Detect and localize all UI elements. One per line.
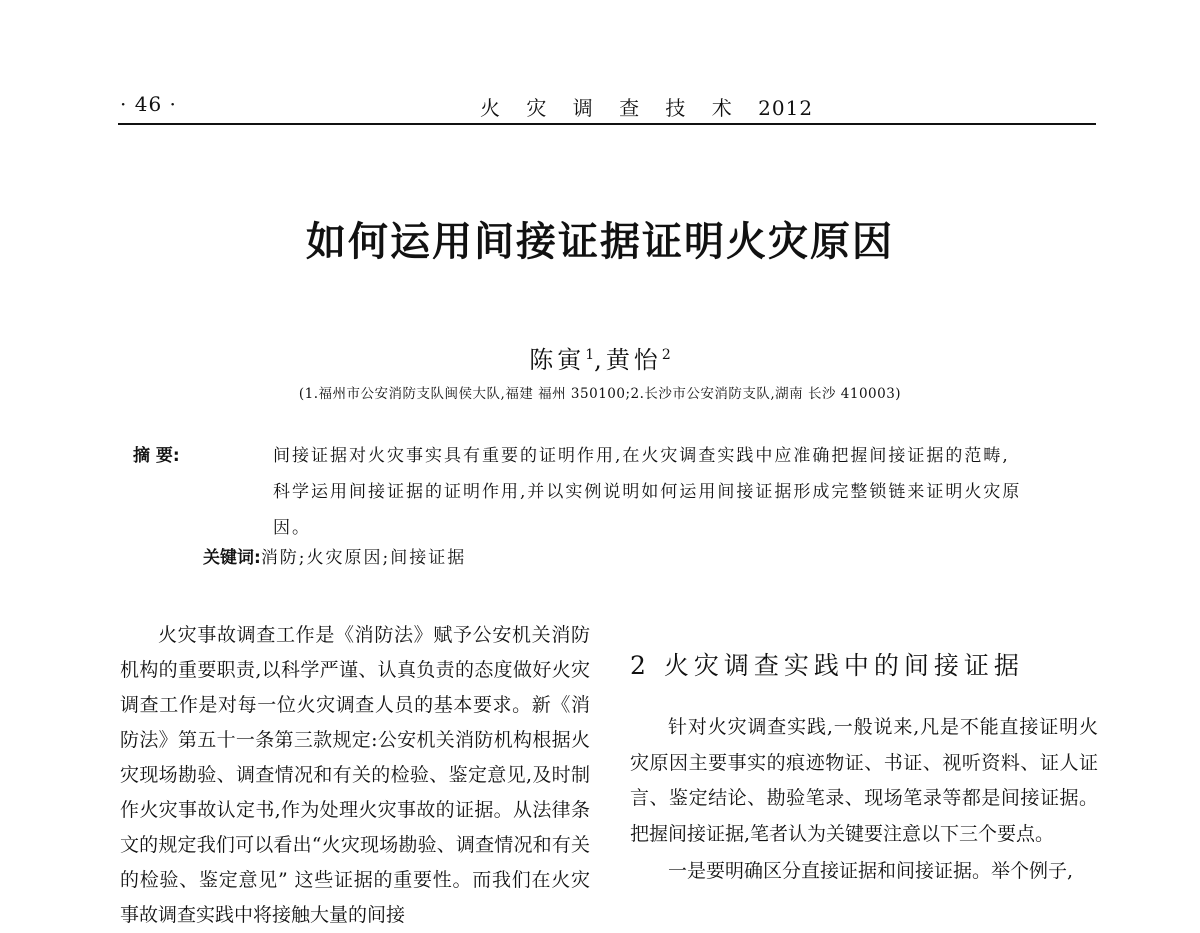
affiliation: (1.福州市公安消防支队闽侯大队,福建 福州 350100;2.长沙市公安消防支队,湖南 长沙 410003) [298, 386, 902, 402]
left-column-paragraph: 火灾事故调查工作是《消防法》赋予公安机关消防机构的重要职责,以科学严谨、认真负责的态度做好火灾调查工作是对每一位火灾调查人员的基本要求。新《消防法》第五十一条第三款规定:公安机关消防机构根据火灾现场勘验、调查情况和有关的检验、鉴定意见,及时制作火灾事故认定书,作为处理火灾事故的证据。从法律条文的规定我们可以看出“火灾现场勘验、调查情况和有关的检验、鉴定意见” 这些证据的重要性。而我们在火灾事故调查实践中将接触大量的间接 [120, 624, 590, 926]
header-rule [118, 123, 1096, 125]
abstract [133, 438, 1023, 546]
right-paragraph-2: 一是要明确区分直接证据和间接证据。举个例子, [668, 860, 1074, 882]
abstract-label: 摘 要: [133, 446, 180, 466]
keywords-label: 关键词: [203, 548, 261, 568]
page-number: · 46 · [120, 92, 177, 116]
author-separator: , [594, 346, 606, 374]
keywords-text: 消防;火灾原因;间接证据 [260, 548, 467, 568]
author-2: 黄怡 [605, 346, 662, 374]
right-column [630, 710, 1098, 890]
journal-year: 2012 [758, 96, 814, 120]
author-1-affil-mark: 1 [585, 347, 595, 363]
section-heading: 2 火灾调查实践中的间接证据 [630, 651, 1024, 680]
author-line [0, 340, 1200, 375]
keywords [203, 543, 1023, 568]
running-head [480, 92, 813, 121]
article-title: 如何运用间接证据证明火灾原因 [306, 219, 894, 265]
author-2-affil-mark: 2 [661, 347, 671, 363]
abstract-text: 间接证据对火灾事实具有重要的证明作用,在火灾调查实践中应准确把握间接证据的范畴,科学运用间接证据的证明作用,并以实例说明如何运用间接证据形成完整锁链来证明火灾原因。 [273, 446, 1022, 538]
author-1: 陈寅 [529, 346, 586, 374]
right-paragraph-1: 针对火灾调查实践,一般说来,凡是不能直接证明火灾原因主要事实的痕迹物证、书证、视听资料、证人证言、鉴定结论、勘验笔录、现场笔录等都是间接证据。把握间接证据,笔者认为关键要注意以下三个要点。 [630, 716, 1098, 845]
journal-name: 火 灾 调 查 技 术 [480, 96, 742, 120]
